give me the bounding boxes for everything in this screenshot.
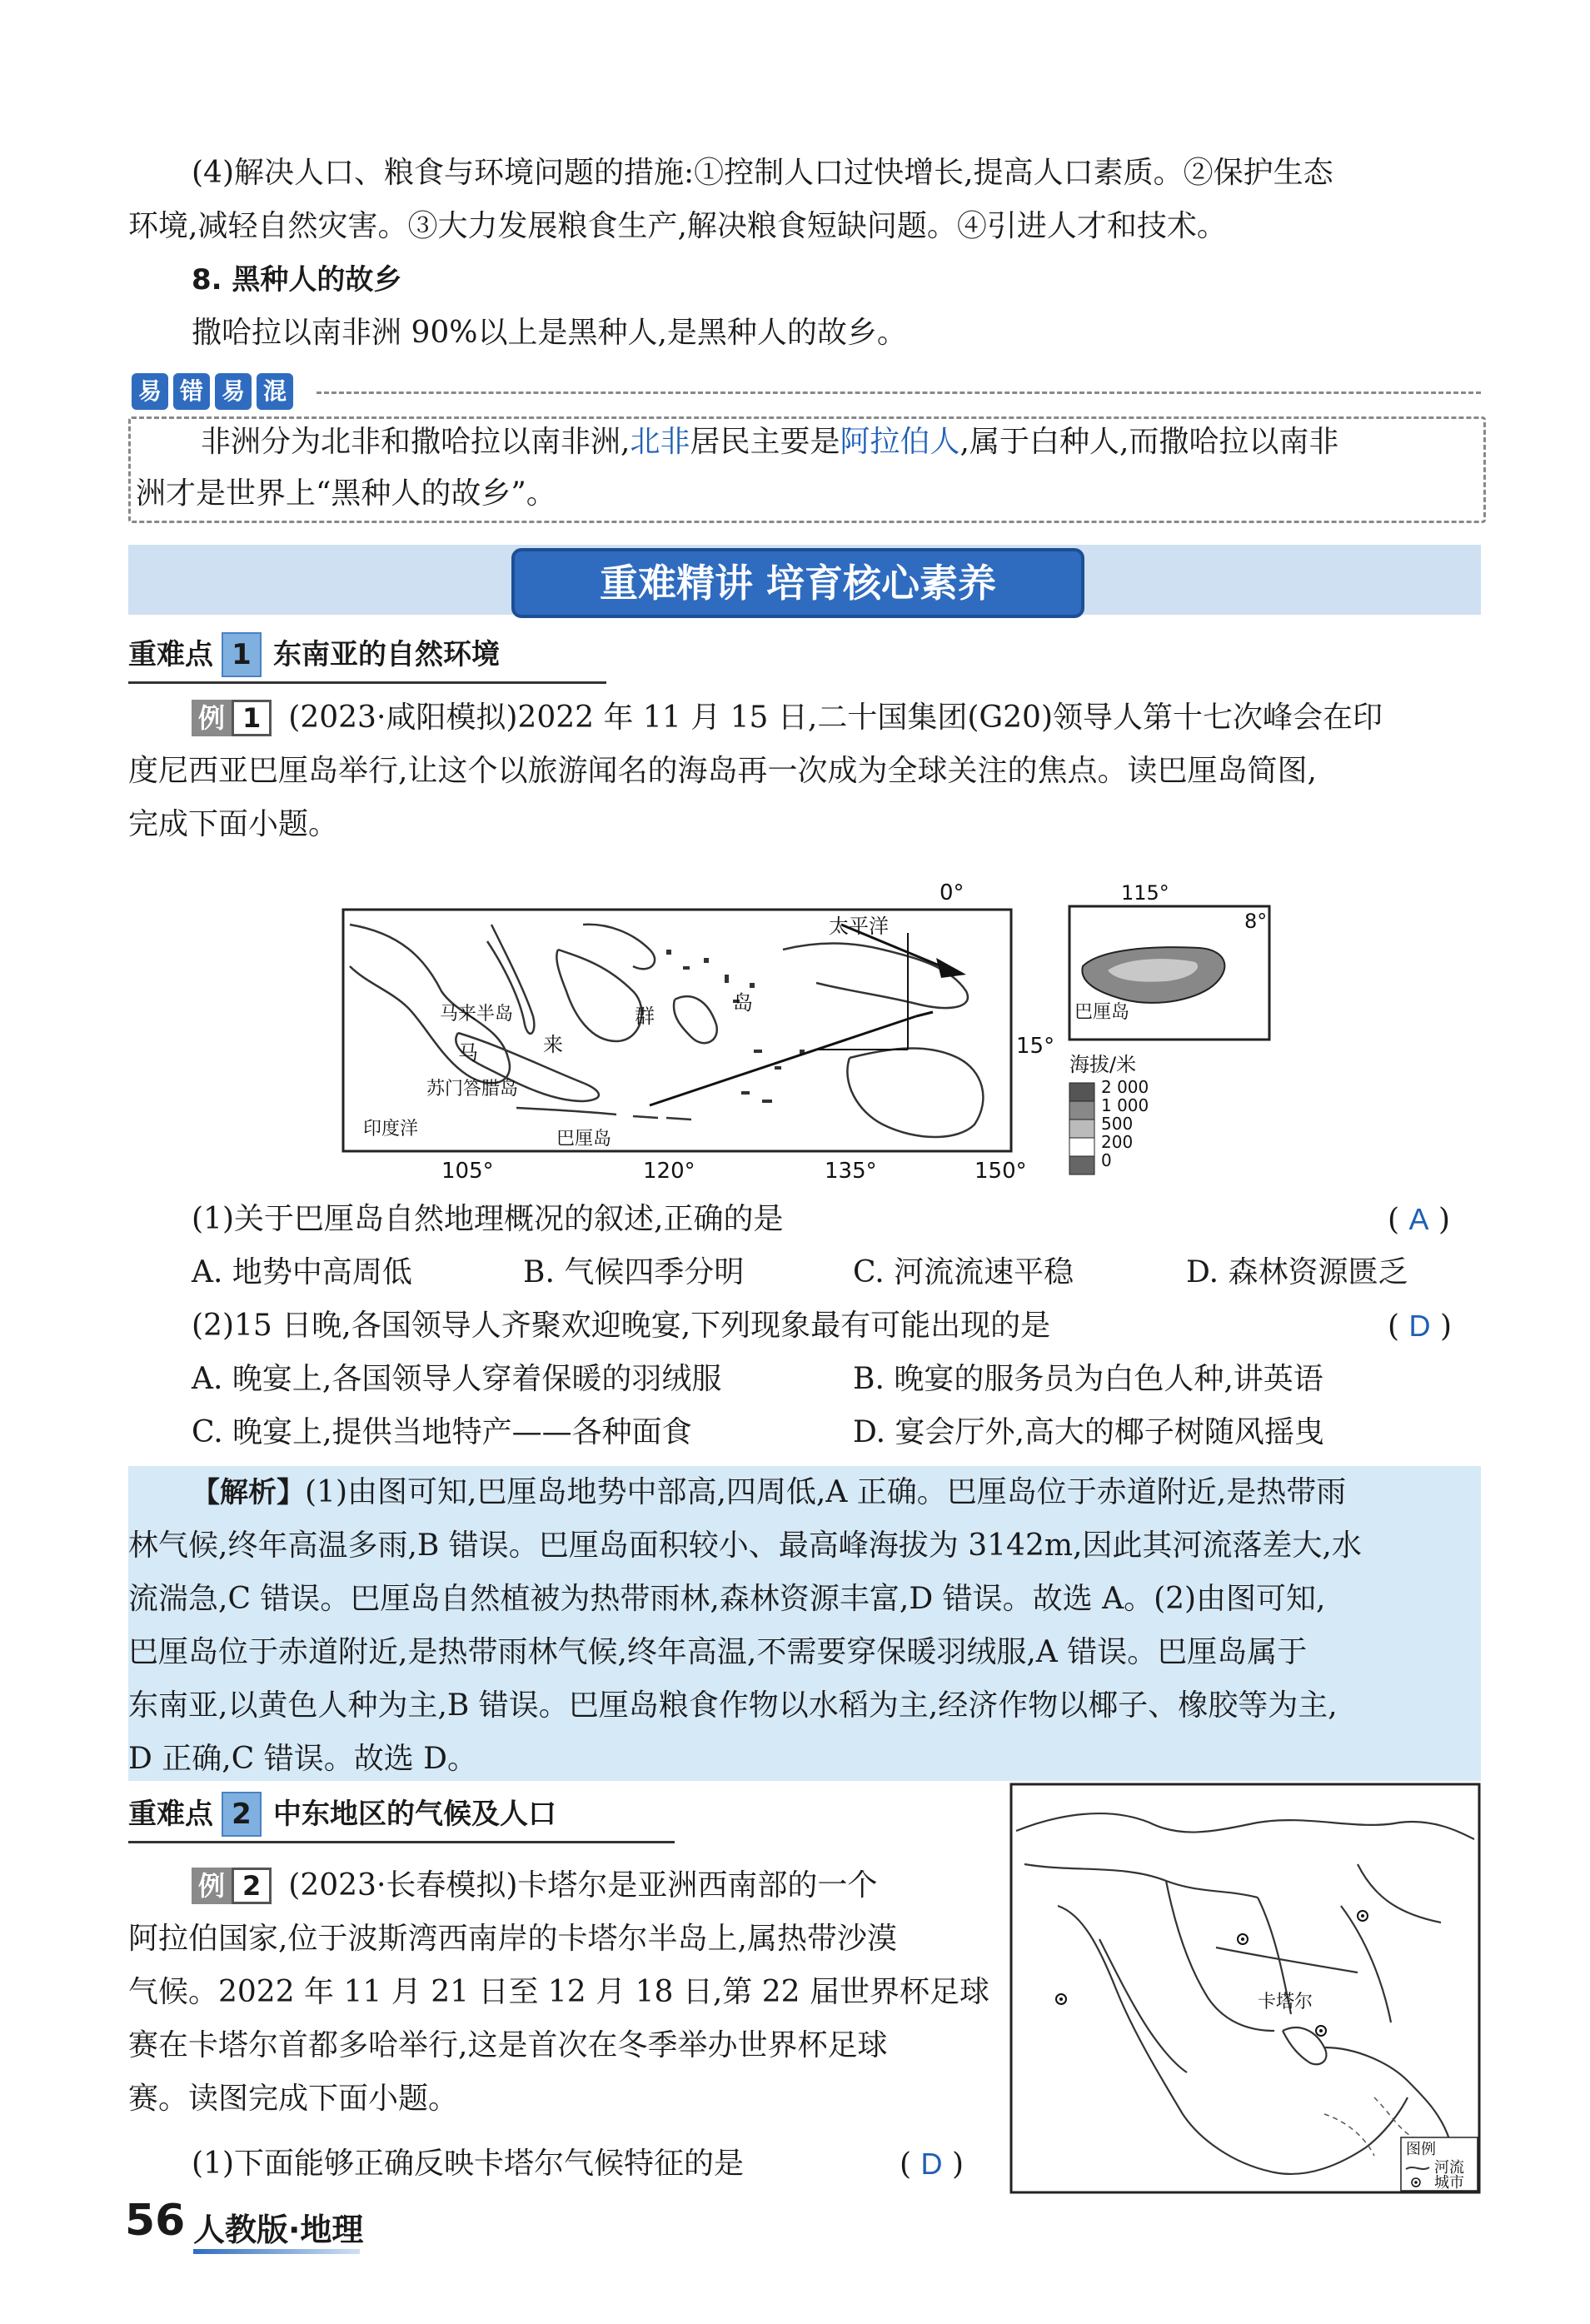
kp2-number: 2 — [222, 1792, 262, 1837]
lat-15-label: 15° — [1016, 1034, 1055, 1059]
mistake-tag: 混 — [257, 373, 293, 410]
legend-value: 1 000 — [1101, 1095, 1149, 1115]
q2-stem: (2)15 日晚,各国领导人齐聚欢迎晚宴,下列现象最有可能出现的是 — [192, 1309, 1051, 1343]
analysis-box — [128, 1466, 1481, 1781]
analysis-label: 【解析】 — [192, 1476, 305, 1509]
highlight-north-africa: 北非 — [630, 425, 690, 459]
legend-title: 海拔/米 — [1069, 1053, 1137, 1076]
q1-option-b: B. 气候四季分明 — [523, 1255, 745, 1289]
legend-value: 200 — [1101, 1132, 1134, 1152]
section-8-title: 8. 黑种人的故乡 — [192, 263, 402, 297]
place-pacific: 太平洋 — [829, 915, 889, 938]
kp2-label: 重难点 — [128, 1798, 213, 1831]
top-line-1: (4)解决人口、粮食与环境问题的措施:①控制人口过快增长,提高人口素质。②保护生态 — [192, 156, 1333, 190]
example-2-line-3: 气候。2022 年 11 月 21 日至 12 月 18 日,第 22 届世界杯足球 — [128, 1975, 989, 2009]
main-map-frame — [343, 910, 1011, 1151]
q2-option-b: B. 晚宴的服务员为白色人种,讲英语 — [853, 1362, 1323, 1396]
place-indian-ocean: 印度洋 — [363, 1119, 419, 1140]
page-number: 56 — [125, 2196, 186, 2246]
example-2-line-5: 赛。读图完成下面小题。 — [128, 2082, 459, 2116]
q2-option-a: A. 晚宴上,各国领导人穿着保暖的羽绒服 — [192, 1362, 722, 1396]
section-8-text: 撒哈拉以南非洲 90%以上是黑种人,是黑种人的故乡。 — [192, 316, 907, 350]
place-dao: 岛 — [733, 991, 753, 1015]
ex2-number: 2 — [232, 1868, 272, 1904]
place-bali: 巴厘岛 — [556, 1129, 612, 1150]
key-point-2 — [128, 1791, 675, 1843]
legend-value: 0 — [1101, 1150, 1112, 1170]
lon-105-label: 105° — [441, 1159, 494, 1184]
analysis-line-4: 巴厘岛位于赤道附近,是热带雨林气候,终年高温,不需要穿保暖羽绒服,A 错误。巴厘岛属于 — [128, 1635, 1308, 1669]
mistake-line-1: 非洲分为北非和撒哈拉以南非洲,北非居民主要是阿拉伯人,属于白种人,而撒哈拉以南非 — [201, 425, 1339, 459]
example-2-line-2: 阿拉伯国家,位于波斯湾西南岸的卡塔尔半岛上,属热带沙漠 — [128, 1922, 897, 1956]
lon-0-label: 0° — [940, 880, 964, 905]
mistake-tag: 易 — [215, 373, 252, 410]
inset-place-bali: 巴厘岛 — [1074, 1002, 1130, 1023]
banner-title: 重难精讲 培育核心素养 — [511, 548, 1084, 618]
q1-option-d: D. 森林资源匮乏 — [1186, 1255, 1408, 1289]
map2-frame — [1011, 1784, 1479, 2192]
ex2-q1-answer-paren: ( D ) — [900, 2147, 964, 2182]
q2-answer-paren: ( D ) — [1388, 1309, 1452, 1344]
inset-lat-label: 8° — [1244, 910, 1268, 933]
section-banner — [128, 545, 1481, 615]
ex2-q1-answer: D — [920, 2147, 943, 2181]
mistake-tag: 易 — [132, 373, 168, 410]
q1-stem: (1)关于巴厘岛自然地理概况的叙述,正确的是 — [192, 1202, 784, 1236]
example-2-line-1: 例 2 (2023·长春模拟)卡塔尔是亚洲西南部的一个 — [192, 1859, 877, 1913]
lon-135-label: 135° — [825, 1159, 877, 1184]
mistake-divider — [317, 391, 1481, 394]
mistake-tag: 错 — [173, 373, 210, 410]
ex2-label: 例 — [192, 1868, 232, 1904]
place-malay-peninsula: 马来半岛 — [440, 1004, 514, 1025]
lon-150-label: 150° — [974, 1159, 1027, 1184]
kp1-number: 1 — [222, 632, 262, 677]
legend-value: 2 000 — [1101, 1077, 1149, 1097]
example-1-line-2: 度尼西亚巴厘岛举行,让这个以旅游闻名的海岛再一次成为全球关注的焦点。读巴厘岛简图, — [128, 754, 1317, 788]
ex2-q1-stem: (1)下面能够正确反映卡塔尔气候特征的是 — [192, 2147, 744, 2181]
top-line-2: 环境,减轻自然灾害。③大力发展粮食生产,解决粮食短缺问题。④引进人才和技术。 — [128, 209, 1227, 243]
legend-city: 城市 — [1434, 2174, 1464, 2192]
footer-underline — [193, 2249, 360, 2254]
analysis-line-1: 【解析】(1)由图可知,巴厘岛地势中部高,四周低,A 正确。巴厘岛位于赤道附近,是热带雨 — [192, 1475, 1347, 1509]
analysis-line-3: 流湍急,C 错误。巴厘岛自然植被为热带雨林,森林资源丰富,D 错误。故选 A。(2)由图可知, — [128, 1582, 1326, 1616]
kp1-label: 重难点 — [128, 638, 213, 671]
example-1-line-1: 例 1 (2023·咸阳模拟)2022 年 11 月 15 日,二十国集团(G20)领导人第十七次峰会在印 — [192, 691, 1383, 745]
lon-120-label: 120° — [643, 1159, 695, 1184]
inset-lon-label: 115° — [1121, 881, 1169, 905]
q1-answer-paren: ( A ) — [1388, 1202, 1451, 1237]
kp2-title: 中东地区的气候及人口 — [273, 1798, 556, 1831]
ex1-number: 1 — [232, 700, 272, 736]
place-ma: 马 — [458, 1041, 478, 1065]
key-point-1 — [128, 631, 606, 684]
mistake-box — [128, 416, 1486, 523]
legend-title-2: 图例 — [1406, 2141, 1436, 2158]
southeast-asia-map — [333, 875, 1283, 1191]
q1-option-a: A. 地势中高周低 — [192, 1255, 412, 1289]
mistake-line-2: 洲才是世界上“黑种人的故乡”。 — [136, 476, 556, 511]
place-lai: 来 — [543, 1033, 563, 1056]
q2-option-d: D. 宴会厅外,高大的椰子树随风摇曳 — [853, 1415, 1324, 1449]
place-qun: 群 — [635, 1005, 655, 1028]
q1-option-c: C. 河流流速平稳 — [853, 1255, 1074, 1289]
analysis-line-6: D 正确,C 错误。故选 D。 — [128, 1742, 478, 1776]
place-sumatra: 苏门答腊岛 — [426, 1079, 519, 1100]
analysis-line-5: 东南亚,以黄色人种为主,B 错误。巴厘岛粮食作物以水稻为主,经济作物以椰子、橡胶等为主, — [128, 1688, 1338, 1723]
q1-answer: A — [1408, 1202, 1429, 1236]
highlight-arabs: 阿拉伯人 — [840, 425, 960, 459]
middle-east-map — [1008, 1781, 1483, 2197]
q2-option-c: C. 晚宴上,提供当地特产——各种面食 — [192, 1415, 692, 1449]
legend-value: 500 — [1101, 1114, 1134, 1134]
place-qatar: 卡塔尔 — [1258, 1992, 1313, 2012]
mistake-tags — [132, 373, 298, 410]
kp1-title: 东南亚的自然环境 — [273, 638, 500, 671]
analysis-line-2: 林气候,终年高温多雨,B 错误。巴厘岛面积较小、最高峰海拔为 3142m,因此其河流落差大,水 — [128, 1529, 1362, 1563]
legend-river: 河流 — [1434, 2159, 1464, 2177]
example-1-line-3: 完成下面小题。 — [128, 807, 339, 841]
ex1-label: 例 — [192, 700, 232, 736]
q2-answer: D — [1408, 1309, 1431, 1343]
footer-text: 人教版·地理 — [193, 2212, 364, 2248]
example-2-line-4: 赛在卡塔尔首都多哈举行,这是首次在冬季举办世界杯足球 — [128, 2028, 888, 2062]
